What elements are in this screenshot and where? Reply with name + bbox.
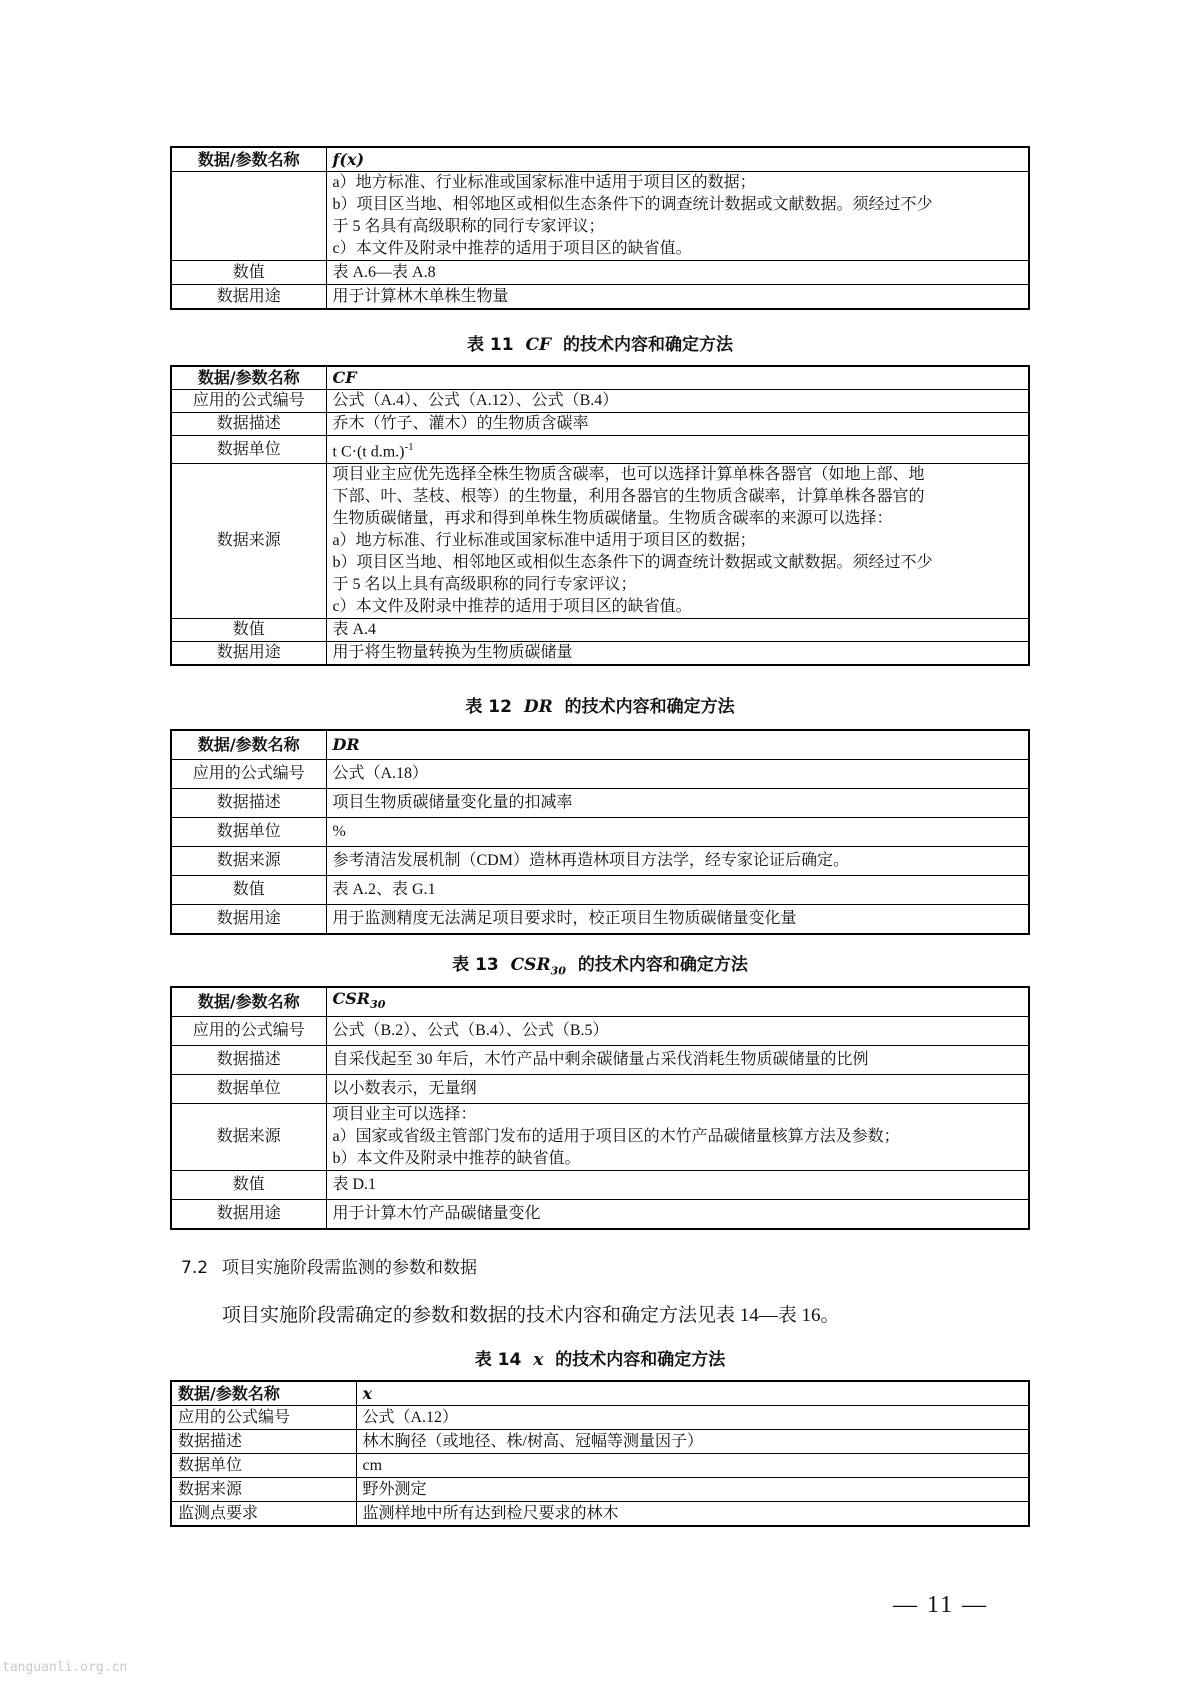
row-value: 用于计算木竹产品碳储量变化 xyxy=(326,1200,1029,1230)
row-label: 数据描述 xyxy=(171,413,326,436)
table-row xyxy=(171,1381,1029,1406)
table-12 xyxy=(170,729,1030,935)
source-line: b）项目区当地、相邻地区或相似生态条件下的调查统计数据或文献数据。须经过不少 xyxy=(332,196,933,213)
row-value: 公式（B.2）、公式（B.4）、公式（B.5） xyxy=(326,1017,1029,1046)
row-value: 监测样地中所有达到检尺要求的林木 xyxy=(356,1502,1029,1527)
section-number: 7.2 xyxy=(181,1258,209,1278)
source-line: 下部、叶、茎枝、根等）的生物量，利用各器官的生物质含碳率，计算单株各器官的 xyxy=(332,488,925,506)
watermark: tanguanli.org.cn xyxy=(2,1660,128,1675)
table-row xyxy=(171,1171,1029,1200)
page-number: — 11 — xyxy=(893,1592,989,1618)
header-symbol: DR xyxy=(326,730,1029,760)
row-label: 数值 xyxy=(171,261,326,285)
row-value: 公式（A.18） xyxy=(326,760,1029,789)
header-label: 数据/参数名称 xyxy=(171,730,326,760)
row-value: 公式（A.4）、公式（A.12）、公式（B.4） xyxy=(326,390,1029,413)
source-line: 项目业主可以选择： xyxy=(332,1106,477,1124)
section-title: 项目实施阶段需监测的参数和数据 xyxy=(222,1258,478,1278)
source-line: a）地方标准、行业标准或国家标准中适用于项目区的数据； xyxy=(332,532,756,550)
row-value: 乔木（竹子、灌木）的生物质含碳率 xyxy=(326,413,1029,436)
table-row xyxy=(171,876,1029,905)
row-label: 监测点要求 xyxy=(171,1502,356,1527)
row-value: 表 A.4 xyxy=(326,619,1029,642)
header-symbol: x xyxy=(356,1381,1029,1406)
source-line: 于 5 名以上具有高级职称的同行专家评议； xyxy=(332,576,637,594)
unit-main: t C·(t d.m.) xyxy=(332,443,405,461)
table12-caption xyxy=(170,692,1030,717)
table-row xyxy=(171,1075,1029,1104)
row-value: 用于监测精度无法满足项目要求时，校正项目生物质碳储量变化量 xyxy=(326,905,1029,935)
caption-symbol xyxy=(510,955,566,978)
unit-sup: -1 xyxy=(404,441,414,453)
source-line: b）项目区当地、相邻地区或相似生态条件下的调查统计数据或文献数据。须经过不少 xyxy=(332,554,933,572)
table-row xyxy=(171,1430,1029,1454)
caption-suffix: 的技术内容和确定方法 xyxy=(564,697,735,717)
header-label: 数据/参数名称 xyxy=(171,366,326,390)
row-label: 数据用途 xyxy=(171,285,326,310)
table-row xyxy=(171,464,1029,619)
table-row xyxy=(171,1406,1029,1430)
table-row xyxy=(171,390,1029,413)
header-label: 数据/参数名称 xyxy=(171,147,326,172)
source-line: 于 5 名具有高级职称的同行专家评议； xyxy=(332,218,605,235)
source-line: c）本文件及附录中推荐的适用于项目区的缺省值。 xyxy=(332,240,692,257)
source-cell xyxy=(326,464,1029,619)
row-value: 表 D.1 xyxy=(326,1171,1029,1200)
body-paragraph: 项目实施阶段需确定的参数和数据的技术内容和确定方法见表 14—表 16。 xyxy=(222,1305,840,1326)
row-label: 数据单位 xyxy=(171,436,326,464)
table-row xyxy=(171,619,1029,642)
caption-suffix: 的技术内容和确定方法 xyxy=(577,955,748,975)
source-line: a）地方标准、行业标准或国家标准中适用于项目区的数据； xyxy=(332,174,756,191)
caption-symbol: x xyxy=(533,1350,544,1370)
source-line: a）国家或省级主管部门发布的适用于项目区的木竹产品碳储量核算方法及参数； xyxy=(332,1128,900,1146)
table-row xyxy=(171,1046,1029,1075)
table-row xyxy=(171,147,1029,172)
row-value: 野外测定 xyxy=(356,1478,1029,1502)
table-row xyxy=(171,905,1029,935)
row-value: 林木胸径（或地径、株/树高、冠幅等测量因子） xyxy=(356,1430,1029,1454)
header-symbol: CF xyxy=(326,366,1029,390)
caption-prefix: 表 13 xyxy=(452,955,499,975)
table-row xyxy=(171,172,1029,261)
table-row xyxy=(171,847,1029,876)
caption-prefix: 表 11 xyxy=(466,335,514,355)
row-label: 数值 xyxy=(171,1171,326,1200)
source-line: c）本文件及附录中推荐的适用于项目区的缺省值。 xyxy=(332,598,692,616)
header-symbol xyxy=(326,987,1029,1017)
row-label: 数据来源 xyxy=(171,464,326,619)
table-13 xyxy=(170,986,1030,1230)
table-row xyxy=(171,436,1029,464)
row-label: 数据用途 xyxy=(171,905,326,935)
table-row xyxy=(171,413,1029,436)
row-label: 数据单位 xyxy=(171,1454,356,1478)
row-label: 应用的公式编号 xyxy=(171,1406,356,1430)
header-symbol-text: CSR xyxy=(332,989,371,1008)
row-value: 参考清洁发展机制（CDM）造林再造林项目方法学，经专家论证后确定。 xyxy=(326,847,1029,876)
row-label: 数据单位 xyxy=(171,818,326,847)
table-row xyxy=(171,642,1029,666)
table-row xyxy=(171,1478,1029,1502)
source-line: 项目业主应优先选择全株生物质含碳率，也可以选择计算单株各器官（如地上部、地 xyxy=(332,466,925,484)
caption-suffix: 的技术内容和确定方法 xyxy=(563,335,734,355)
row-label: 数据来源 xyxy=(171,1104,326,1171)
header-label: 数据/参数名称 xyxy=(171,987,326,1017)
header-symbol: f(x) xyxy=(326,147,1029,172)
row-label: 数值 xyxy=(171,619,326,642)
row-label: 数据用途 xyxy=(171,642,326,666)
row-value: cm xyxy=(356,1454,1029,1478)
row-value: 用于计算林木单株生物量 xyxy=(326,285,1029,310)
table-row xyxy=(171,1502,1029,1527)
row-label-empty xyxy=(171,172,326,261)
row-label: 应用的公式编号 xyxy=(171,1017,326,1046)
table-row xyxy=(171,818,1029,847)
header-label: 数据/参数名称 xyxy=(171,1381,356,1406)
source-line: 生物质碳储量，再求和得到单株生物质碳储量。生物质含碳率的来源可以选择： xyxy=(332,510,893,528)
row-value: 公式（A.12） xyxy=(356,1406,1029,1430)
row-label: 应用的公式编号 xyxy=(171,760,326,789)
row-label: 数据单位 xyxy=(171,1075,326,1104)
row-value: 表 A.2、表 G.1 xyxy=(326,876,1029,905)
caption-prefix: 表 14 xyxy=(474,1350,522,1370)
table-14 xyxy=(170,1380,1030,1527)
row-label: 应用的公式编号 xyxy=(171,390,326,413)
row-label: 数据来源 xyxy=(171,847,326,876)
row-value: % xyxy=(326,818,1029,847)
caption-symbol-sub: 30 xyxy=(550,964,566,978)
table-row xyxy=(171,366,1029,390)
table-row xyxy=(171,987,1029,1017)
row-value: 项目生物质碳储量变化量的扣减率 xyxy=(326,789,1029,818)
table-row xyxy=(171,285,1029,310)
table-row xyxy=(171,1017,1029,1046)
source-line: b）本文件及附录中推荐的缺省值。 xyxy=(332,1150,581,1168)
source-cell xyxy=(326,1104,1029,1171)
table-row xyxy=(171,789,1029,818)
table-row xyxy=(171,1200,1029,1230)
caption-prefix: 表 12 xyxy=(465,697,512,717)
row-value: 自采伐起至 30 年后，木竹产品中剩余碳储量占采伐消耗生物质碳储量的比例 xyxy=(326,1046,1029,1075)
table14-caption xyxy=(170,1345,1030,1370)
table-row xyxy=(171,730,1029,760)
table-row xyxy=(171,760,1029,789)
section-heading xyxy=(181,1253,477,1278)
header-symbol-sub: 30 xyxy=(370,998,386,1012)
row-label: 数据描述 xyxy=(171,1430,356,1454)
table13-caption xyxy=(170,950,1030,977)
caption-symbol: DR xyxy=(523,697,553,717)
table-row xyxy=(171,261,1029,285)
source-cell xyxy=(326,172,1029,261)
row-value: 用于将生物量转换为生物质碳储量 xyxy=(326,642,1029,666)
table-row xyxy=(171,1104,1029,1171)
row-label: 数据来源 xyxy=(171,1478,356,1502)
table11-caption xyxy=(170,330,1030,355)
row-value: 以小数表示，无量纲 xyxy=(326,1075,1029,1104)
table-11 xyxy=(170,365,1030,666)
table-row xyxy=(171,1454,1029,1478)
row-label: 数据用途 xyxy=(171,1200,326,1230)
row-label: 数值 xyxy=(171,876,326,905)
caption-suffix: 的技术内容和确定方法 xyxy=(555,1350,726,1370)
table-continuation xyxy=(170,146,1030,310)
row-value: 表 A.6—表 A.8 xyxy=(326,261,1029,285)
row-label: 数据描述 xyxy=(171,1046,326,1075)
row-value xyxy=(326,436,1029,464)
caption-symbol-text: CSR xyxy=(510,955,551,975)
row-label: 数据描述 xyxy=(171,789,326,818)
caption-symbol: CF xyxy=(525,335,552,355)
